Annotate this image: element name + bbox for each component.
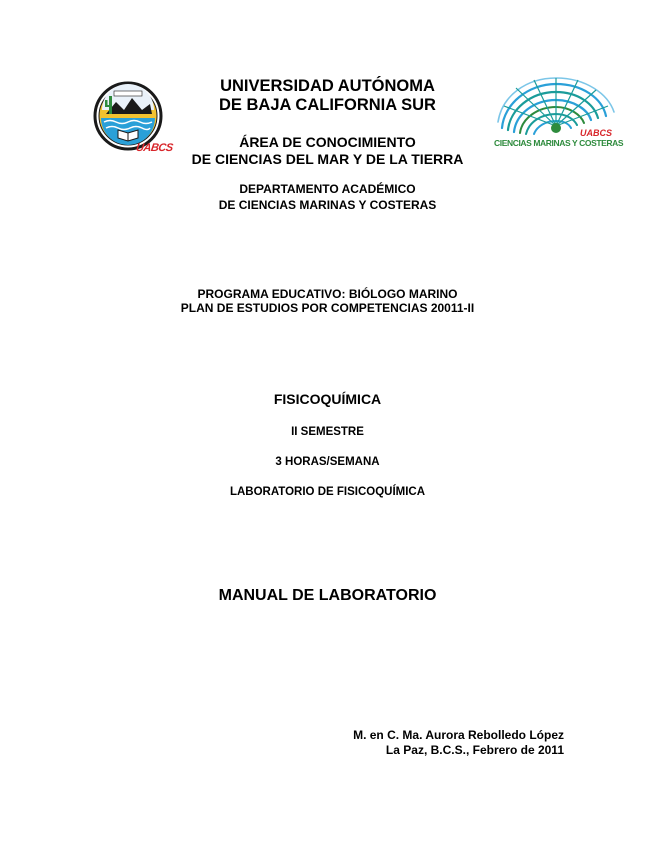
area-line1: ÁREA DE CONOCIMIENTO: [239, 134, 416, 150]
program-line1: PROGRAMA EDUCATIVO: BIÓLOGO MARINO: [197, 287, 458, 301]
course-name: FISICOQUÍMICA: [273, 391, 382, 407]
right-logo-caption: CIENCIAS MARINAS Y COSTERAS: [494, 138, 624, 148]
university-name-line2: DE BAJA CALIFORNIA SUR: [219, 96, 436, 114]
uabcs-seal-wordmark: UABCS: [135, 142, 174, 154]
right-logo-uabcs-mark: UABCS: [580, 128, 613, 138]
course-semester: II SEMESTRE: [291, 426, 364, 438]
course-hours: 3 HORAS/SEMANA: [275, 456, 380, 468]
university-name-line1: UNIVERSIDAD AUTÓNOMA: [220, 77, 435, 95]
course-lab: LABORATORIO DE FISICOQUÍMICA: [229, 486, 426, 498]
department-line1: DEPARTAMENTO ACADÉMICO: [239, 182, 416, 196]
manual-title: MANUAL DE LABORATORIO: [218, 587, 437, 604]
department-line2: DE CIENCIAS MARINAS Y COSTERAS: [218, 198, 437, 212]
author-name: M. en C. Ma. Aurora Rebolledo López: [353, 728, 564, 742]
place-date: La Paz, B.C.S., Febrero de 2011: [385, 743, 564, 757]
program-line2: PLAN DE ESTUDIOS POR COMPETENCIAS 20011-II: [180, 301, 475, 315]
area-line2: DE CIENCIAS DEL MAR Y DE LA TIERRA: [191, 151, 464, 167]
